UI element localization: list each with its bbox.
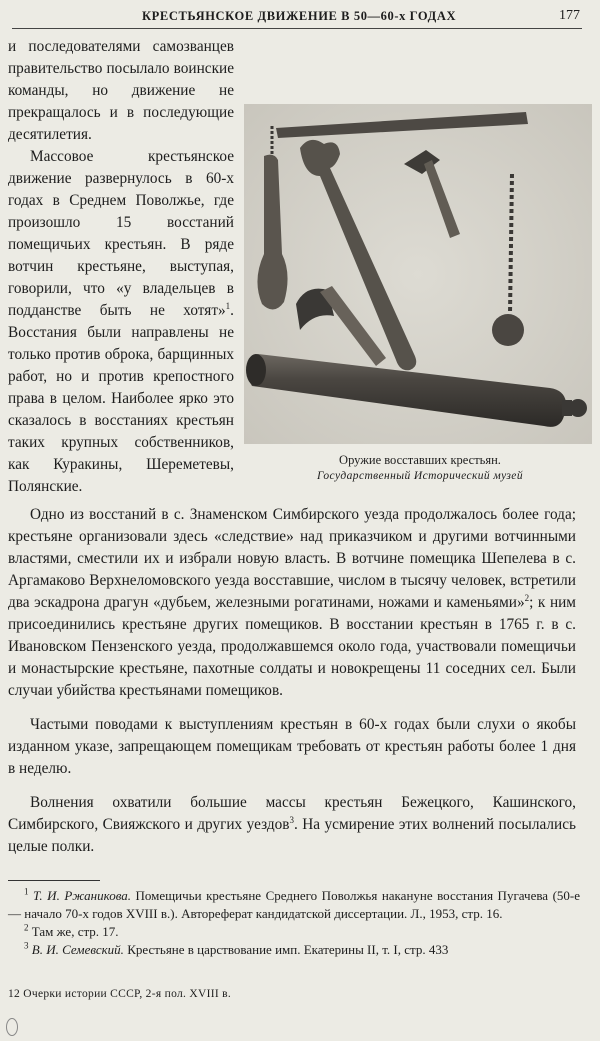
caption-title: Оружие восставших крестьян. — [339, 453, 501, 467]
page-number: 177 — [559, 8, 580, 23]
figure-caption — [244, 452, 596, 484]
footnote: $^2$ Там же, стр. 17. — [24, 922, 119, 939]
paragraph: Одно из восстаний в с. Знаменском Симбирского уезда продолжалось более года; крестьяне организовали здесь «следствие» над приказчиком и другими вотчинными властями, сместили их и избрали новую власть. В вотчине помещика Шепелева в с. Аргамаково Верхнеломовского уезда восставшие, числом в тысячу человек, встретили два эскадрона драгун «дубьем, железными рогатинами, ножами и каменьями»$^2$; к ним присоединились крестьяне других помещиков. В восстании крестьян в 1765 г. в с. Ивановском Пензенского уезда, продолжавшемся около года, участвовали помещичьи и монастырские крестьяне, пахотные солдаты и новокрещены 11 соседних сел. Были случаи убийства крестьянами помещиков. — [8, 506, 576, 699]
main-text — [8, 504, 576, 870]
footnote: $^3$ В. И. Семевский. Крестьяне в царствование имп. Екатерины II, т. I, стр. 433 — [24, 940, 449, 957]
paragraph: Массовое крестьянское движение развернулось в 60-х годах в Среднем Поволжье, где произошло 15 восстаний помещичьих крестьян. В ряде вотчин крестьяне, выступая, говорили, что «у владельцев в подданстве быть не хотят»$^1$. Восстания были направлены не только против оброка, барщинных работ, но и против крепостного права в целом. Наиболее ярко это сказалось в восстаниях крестьян таких крупных собственников, как Куракины, Шереметевы, Полянские. — [8, 148, 234, 495]
running-title: КРЕСТЬЯНСКОЕ ДВИЖЕНИЕ В 50—60-х ГОДАХ — [142, 9, 457, 23]
footnote: $^1$ Т. И. Ржаникова. Помещичьи крестьяне Среднего Поволжья накануне восстания Пугачева (50-е — начало 70-х годов XVIII в.). Автореферат кандидатской диссертации. Л., 1953, стр. 16. — [8, 886, 581, 921]
corner-mark — [6, 1018, 18, 1036]
photo-illustration — [244, 104, 592, 444]
caption-source: Государственный Исторический музей — [317, 470, 523, 482]
footnote-ref: 2 — [524, 592, 530, 603]
paragraph: и последователями самозванцев правительство посылало воинские команды, но движение не прекращалось и в последующие десятилетия. — [8, 38, 234, 143]
weapons-photo — [244, 104, 592, 444]
footnote-divider — [8, 880, 100, 881]
left-column-text — [8, 36, 234, 498]
footnotes — [8, 880, 580, 959]
printer-signature: 12 Очерки истории СССР, 2-я пол. XVIII в. — [8, 988, 232, 1000]
paragraph: Частыми поводами к выступлениям крестьян в 60-х годах были слухи о якобы изданном указе, запрещающем помещикам требовать от крестьян работы более 1 дня в неделю. — [8, 716, 576, 777]
footnote-ref: 3 — [289, 814, 294, 825]
footnote-ref: 1 — [225, 300, 231, 311]
paragraph: Волнения охватили большие массы крестьян Бежецкого, Кашинского, Симбирского, Свияжского и других уездов$^3$. На усмирение этих волнений посылались целые полки. — [8, 794, 576, 855]
running-header — [12, 6, 582, 29]
